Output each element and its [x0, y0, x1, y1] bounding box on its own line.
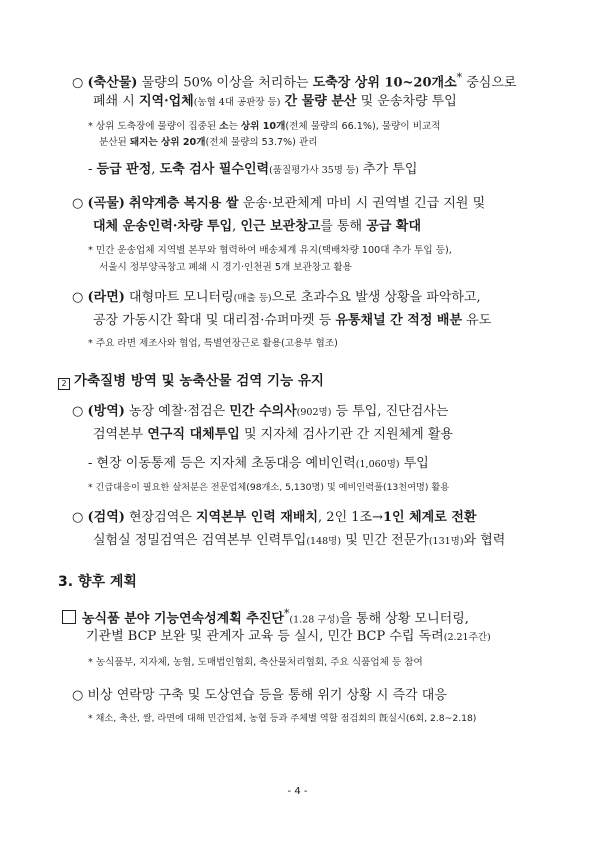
plan-note: * 농식품부, 지자체, 농협, 도매법인협회, 축산물처리협회, 주요 식품업체 등 참여 [88, 657, 423, 668]
plan-note-2: * 채소, 축산, 쌀, 라면에 대해 민간업체, 농협 등과 주체별 역할 점검회의 旣실시(6회, 2.8~2.18) [88, 713, 477, 724]
livestock-line-1: ○ (축산물) 물량의 50% 이상을 처리하는 도축장 상위 10~20개소* 중심으로 [72, 71, 517, 91]
livestock-line-2: 폐쇄 시 지역·업체(농협 4대 공판장 등) 간 물량 분산 및 운송차량 투입 [93, 94, 457, 109]
ramen-line-2: 공장 가동시간 확대 및 대리점·슈퍼마켓 등 유통채널 간 적정 배분 유도 [93, 313, 492, 328]
grain-line-2: 대체 운송인력·차량 투입, 인근 보관창고를 통해 공급 확대 [93, 219, 422, 234]
section-2-heading: 2 가축질병 방역 및 농축산물 검역 기능 유지 [58, 369, 324, 390]
inspection-line-2: 실험실 정밀검역은 검역본부 인력투입(148명) 및 민간 전문가(131명)와 협력 [93, 533, 506, 548]
livestock-note-2: 분산된 돼지는 상위 20개(전체 물량의 53.7%) 관리 [99, 137, 318, 148]
square-bullet-icon [62, 610, 76, 624]
plan-line-2: 기관별 BCP 보완 및 관계자 교육 등 실시, 민간 BCP 수립 독려(2.21주간) [86, 629, 491, 644]
livestock-dash-line: - 등급 판정, 도축 검사 필수인력(품질평가사 35명 등) 추가 투입 [88, 162, 418, 177]
ramen-line-1: ○ (라면) 대형마트 모니터링(매출 등)으로 초과수요 발생 상황을 파악하고, [72, 290, 481, 305]
quarantine-prevention-note: * 긴급대응이 필요한 살처분은 전문업체(98개소, 5,130명) 및 예비인력풀(13천여명) 활용 [88, 482, 450, 493]
plan-line-3: ○ 비상 연락망 구축 및 도상연습 등을 통해 위기 상황 시 즉각 대응 [72, 688, 447, 703]
quarantine-prevention-line-1: ○ (방역) 농장 예찰·점검은 민간 수의사(902명) 등 투입, 진단검사는 [72, 404, 449, 419]
page-number: - 4 - [287, 786, 308, 797]
livestock-note-1: * 상위 도축장에 물량이 집중된 소는 상위 10개(전체 물량의 66.1%), 물량이 비교적 [88, 121, 441, 132]
ramen-note: * 주요 라면 제조사와 협업, 특별연장근로 활용(고용부 협조) [88, 338, 338, 349]
future-plan-heading: 3. 향후 계획 [58, 574, 137, 590]
inspection-line-1: ○ (검역) 현장검역은 지역본부 인력 재배치, 2인 1조→1인 체계로 전환 [72, 510, 477, 525]
quarantine-prevention-dash: - 현장 이동통제 등은 지자체 초동대응 예비인력(1,060명) 투입 [88, 456, 429, 471]
quarantine-prevention-line-2: 검역본부 연구직 대체투입 및 지자체 검사기관 간 지원체계 활용 [93, 427, 453, 442]
plan-line-1: 농식품 분야 기능연속성계획 추진단*(1.28 구성)을 통해 상황 모니터링, [62, 606, 469, 628]
grain-line-1: ○ (곡물) 취약계층 복지용 쌀 운송·보관체계 마비 시 권역별 긴급 지원 및 [72, 196, 486, 211]
grain-note-2: 서울시 정부양곡창고 폐쇄 시 경기·인천권 5개 보관창고 활용 [99, 262, 352, 273]
section-number-box: 2 [58, 378, 70, 390]
grain-note-1: * 민간 운송업체 지역별 본부와 협력하여 배송체계 유지(택배차량 100대 추가 투입 등), [88, 245, 452, 256]
